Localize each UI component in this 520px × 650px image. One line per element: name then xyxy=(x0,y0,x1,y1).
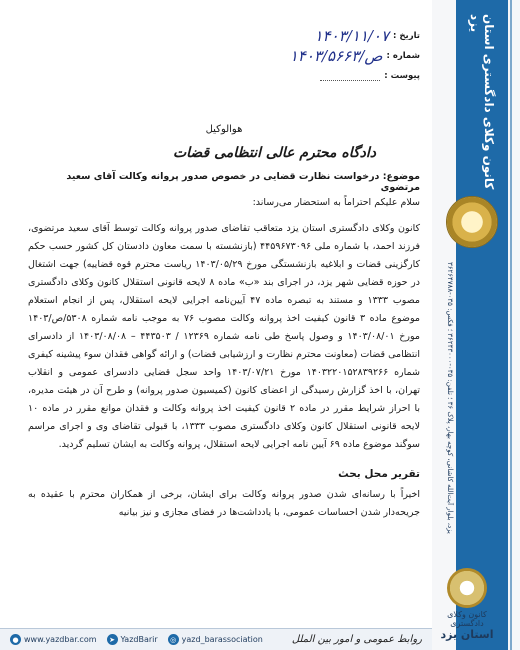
date-row xyxy=(28,26,420,46)
date-label: تاریخ : xyxy=(393,31,420,41)
second-paragraph: اخیراً با رسانه‌ای شدن صدور پروانه وکالت برای ایشان، برخی از همکاران محترم با عقیده به جریحه‌دار شدن احساسات عمومی، با یادداشت‌ها در فضای مجازی و نیز بیانیه xyxy=(28,489,420,518)
website-text: www.yazdbar.com xyxy=(24,635,97,644)
date-value: ۱۴۰۳/۱۱/۰۷ xyxy=(314,27,390,45)
attachment-line xyxy=(320,71,380,81)
invocation: هوالوکیل xyxy=(205,124,243,135)
instagram-icon: ◎ xyxy=(168,634,179,645)
attachment-row xyxy=(28,66,420,86)
main-paragraph: کانون وکلای دادگستری استان یزد متعاقب تقاضای صدور پروانه وکالت توسط آقای سعید مرتضوی، فرزند احمد، با شماره ملی ۴۴۵۹۶۷۳۰۹۶ (بازنشسته با سمت معاون دادستان کل کشور حسب حکم کارگزینی قضات و ابلاغیه بازنشستگی مورخ ۱۴۰۳/۰۵/۲۹ ریاست محترم قوه قضاییه) جهت اشتغال در حوزه قضایی شهر یزد، در اجرای بند «ب» ماده ۸ لایحه قانونی استقلال کانون وکلای دادگستری مصوب ۱۳۳۳ و مستند به تبصره ماده ۴۷ آیین‌نامه اجرایی لایحه استقلال، پس از انجام استعلام موضوع ماده ۳ قانون کیفیت اخذ پروانه وکالت مصوب ۷۶ به موجب نامه شماره ۵۳۰۸/ص/۱۴۰۳ مورخ ۱۴۰۳/۰۸/۰۱ و وصول پاسخ طی نامه شماره ۱۲۳۶۹ / ۴۴۳۵۰۳ – ۱۴۰۳/۰۸/۰۸ از دادسرای انتظامی قضات (معاونت محترم نظارت و ارزشیابی قضات) و ارائه گواهی فقدان سوء پیشینه کیفری شماره ۱۴۰۳۲۲۰۱۵۲۸۳۹۲۶۶ مورخ ۱۴۰۳/۰۷/۲۱ واحد سجل قضایی دادسرای عمومی و انقلاب تهران، با اخذ گزارش رسیدگی از اعضای کانون (کمیسیون صدور پروانه) و طرح آن در هیئت مدیره، با احراز شرایط مقرر در ماده ۲ قانون کیفیت اخذ پروانه وکالت و فقدان موانع مقرر در ماده ۱۰ لایحه قانونی استقلال کانون وکلای دادگستری مصوب ۱۳۳۳، با قبولی تقاضای وی و اجرای مراسم سوگند موضوع ماده ۶۹ آیین نامه اجرایی لایحه استقلال، پروانه وکالت به ایشان تسلیم گردید. xyxy=(28,223,421,450)
section-title: تقریر محل بحث xyxy=(338,468,420,480)
logo-line-1: کانون وکلای دادگستری xyxy=(447,610,487,628)
footer-website[interactable] xyxy=(10,634,97,645)
greeting: سلام علیکم احتراماً به استحضار می‌رساند: xyxy=(252,197,420,208)
number-label: شماره : xyxy=(386,51,420,61)
band-title: کانون وکلای دادگستری استان یزد xyxy=(468,14,496,190)
number-row xyxy=(28,46,420,66)
band-divider xyxy=(510,0,512,650)
bar-association-emblem-icon xyxy=(447,568,487,608)
telegram-icon: ➤ xyxy=(107,634,118,645)
number-value: ۱۴۰۳/ص/۵۶۶۳ xyxy=(289,47,383,65)
side-band xyxy=(432,0,520,650)
bottom-logo xyxy=(432,568,502,648)
footer-bar xyxy=(0,628,432,650)
footer-signature: روابط عمومی و امور بین الملل xyxy=(291,634,422,645)
instagram-text: yazd_barassociation xyxy=(181,635,263,644)
subject-line: موضوع: درخواست نظارت قضایی در خصوص صدور پروانه وکالت آقای سعید مرتضوی xyxy=(66,171,420,193)
footer-instagram[interactable] xyxy=(168,634,263,645)
band-address: یزد، بلوار آیت‌الله کاشانی، کوچه بهار، پلاک ۳۶ ؛ تلفن: ۰۳۵-۳۶۲۴۳۰۰۰ ؛ فکس: ۰۳۵-۳۶۲۶۴۷۸۸ xyxy=(446,262,454,534)
addressee: دادگاه محترم عالی انتظامی قضات xyxy=(172,145,376,161)
attachment-label: پیوست : xyxy=(384,71,420,81)
logo-line-2: استان یزد xyxy=(440,628,494,641)
bar-association-seal-icon xyxy=(446,196,498,248)
telegram-text: YazdBarir xyxy=(120,635,158,644)
letter-body xyxy=(28,26,420,522)
footer-telegram[interactable] xyxy=(107,634,158,645)
globe-icon: ● xyxy=(10,634,21,645)
